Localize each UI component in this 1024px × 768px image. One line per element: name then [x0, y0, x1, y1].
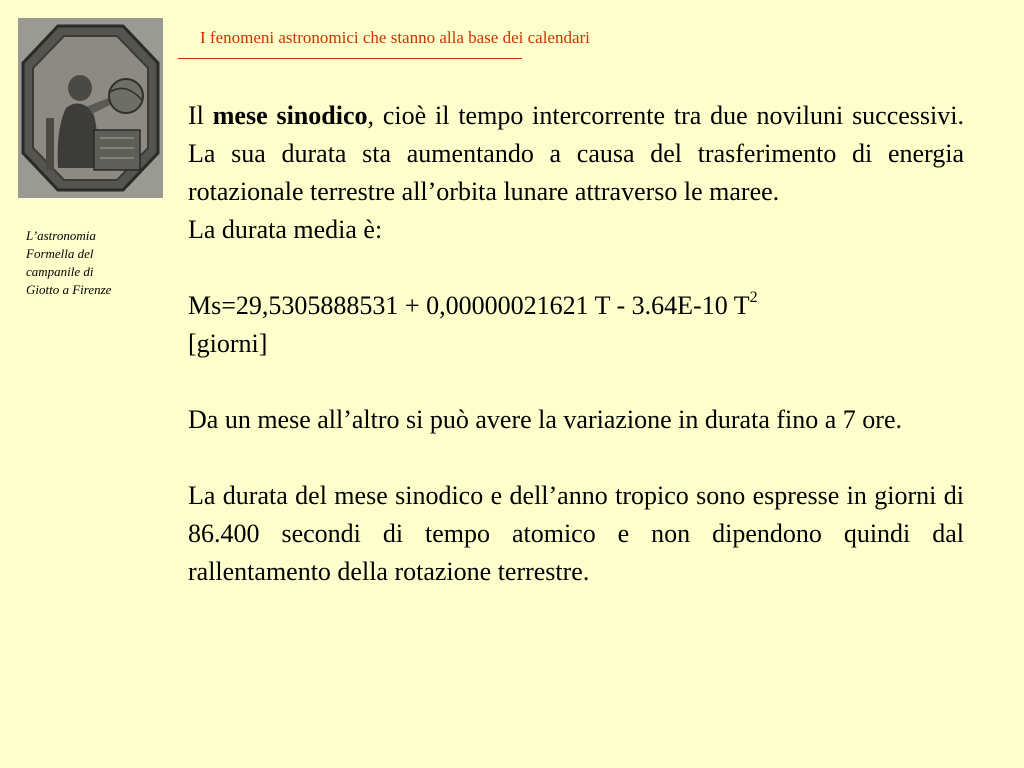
formula-unit: [giorni] [188, 329, 268, 358]
formula-exponent: 2 [749, 289, 758, 307]
spacer [188, 439, 964, 477]
paragraph-synodic-month [188, 97, 964, 211]
caption-line: Giotto a Firenze [26, 282, 112, 297]
formula [188, 287, 964, 325]
text-run: Il [188, 101, 213, 130]
title-underline [178, 58, 522, 59]
paragraph-variation: Da un mese all’altro si può avere la variazione in durata fino a 7 ore. [188, 405, 902, 434]
caption-line: Formella del [26, 246, 94, 261]
spacer [188, 249, 964, 287]
slide-title: I fenomeni astronomici che stanno alla base dei calendari [200, 28, 590, 47]
paragraph-average-duration: La durata media è: [188, 215, 383, 244]
astronomy-relief-image [18, 18, 163, 198]
paragraph-atomic-time: La durata del mese sinodico e dell’anno tropico sono espresse in giorni di 86.400 secondi di tempo atomico e non dipendono quindi dal rallentamento della rotazione terrestre. [188, 481, 964, 586]
spacer [188, 363, 964, 401]
formula-expression: Ms=29,5305888531 + 0,00000021621 T - 3.64E-10 T [188, 291, 750, 320]
image-caption [26, 227, 156, 299]
caption-line: campanile di [26, 264, 94, 279]
caption-line: L’astronomia [26, 228, 96, 243]
text-run: , cioè il tempo intercorrente tra due noviluni successivi. La sua durata sta aumentando a causa del trasferimento di energia rotazionale terrestre all’orbita lunare attraverso le maree. [188, 101, 964, 206]
term-mese-sinodico: mese sinodico [212, 101, 368, 130]
slide-body [188, 97, 964, 591]
